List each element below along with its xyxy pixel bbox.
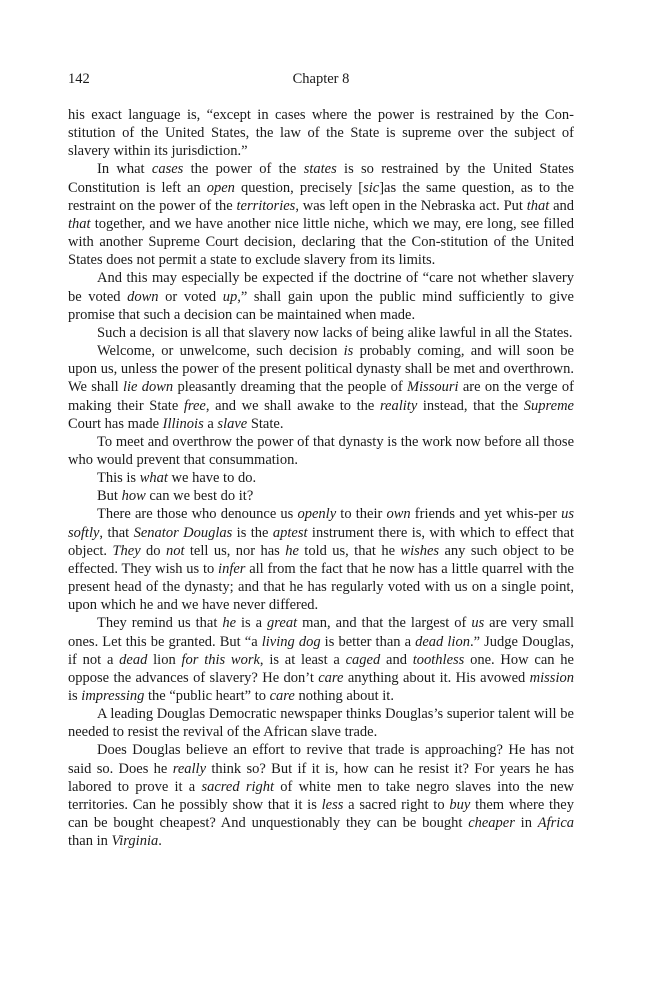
text-run: the “public heart” to [144, 688, 270, 704]
text-run: of white men to take negro slaves into the new territories. Can he possibly show that it is [68, 778, 574, 813]
text-run: There are those who denounce us [97, 506, 298, 523]
italic-text: Supreme [523, 397, 574, 414]
paragraph [68, 160, 574, 269]
italic-text: toothless [412, 651, 465, 668]
paragraph [68, 269, 574, 323]
text-run: a [203, 415, 218, 432]
italic-text: us softly [68, 506, 574, 541]
italic-text: own [386, 506, 411, 523]
text-run: ,” shall gain upon the public mind sufficiently to give promise that such a decision can be maintained when made. [68, 288, 574, 323]
text-run: , that [99, 524, 134, 541]
italic-text: infer [218, 560, 246, 577]
text-run: together, and we have another nice little niche, which we may, ere long, see filled with another Supreme Court decision, declaring that the Con-stitution of the United States does not permit a state to exclude slavery from its limits. [68, 215, 574, 269]
text-run: is the [232, 524, 273, 541]
text-run: nothing about it. [294, 688, 394, 704]
text-run: man, and that the largest of [297, 615, 472, 632]
italic-text: that [68, 215, 91, 232]
text-run: all from the fact that he now has a little quarrel with the present head of the dynasty; and that he has regularly voted with us on a single point, upon which he and we have never differed. [68, 560, 574, 614]
italic-text: down [127, 288, 159, 305]
italic-text: slave [217, 415, 248, 432]
italic-text: us [471, 615, 485, 632]
text-run: are very small ones. Let this be granted. But “a [68, 615, 574, 650]
text-run: lion [147, 651, 182, 668]
text-run: is [68, 688, 82, 704]
text-run: State. [247, 415, 284, 432]
paragraph [68, 614, 574, 705]
text-run: , is at least a [259, 651, 346, 668]
text-run: anything about it. His avowed [343, 669, 530, 686]
text-run: In what [97, 161, 152, 178]
paragraph [68, 705, 574, 741]
text-run: . [158, 833, 162, 850]
italic-text: dead [119, 651, 148, 668]
text-run: think so? But if it is, how can he resist it? For years he has labored to prove it a [68, 760, 574, 795]
italic-text: Africa [537, 815, 575, 832]
text-run: is better than a [320, 633, 416, 650]
italic-text: sacred right [201, 778, 275, 795]
italic-text: not [165, 542, 185, 559]
italic-text: mission [529, 669, 574, 686]
text-run: Such a decision is all that slavery now lacks of being alike lawful in all the States. [97, 324, 573, 341]
italic-text: up [222, 288, 238, 305]
text-run: A leading Douglas Democratic newspaper thinks Douglas’s superior talent will be needed to resist the revival of the African slave trade. [68, 706, 574, 741]
text-run: ]as the same question, as to the restraint on the power of the [68, 179, 574, 214]
text-run: in [514, 815, 538, 832]
paragraph [68, 741, 574, 850]
italic-text: less [321, 796, 344, 813]
text-run: , was left open in the Nebraska act. Put [295, 197, 527, 214]
italic-text: sic [363, 179, 380, 196]
italic-text: is [343, 343, 354, 360]
italic-text: living dog [261, 633, 321, 650]
text-run: pleasantly dreaming that the people of [173, 379, 407, 396]
italic-text: impressing [81, 688, 145, 704]
chapter-title: Chapter 8 [292, 71, 350, 87]
paragraph [68, 487, 574, 505]
text-run: , and we shall awake to the [205, 397, 380, 414]
text-run: his exact language is, “except in cases where the power is restrained by the Con-stitution of the United States, the law of the State is supreme over the subject of slavery within its jurisdiction.” [68, 107, 574, 160]
italic-text: lie down [122, 379, 174, 396]
text-run: than in [68, 833, 112, 850]
italic-text: that [526, 197, 550, 214]
italic-text: he [285, 542, 299, 559]
italic-text: Senator Douglas [133, 524, 233, 541]
page-number: 142 [68, 71, 90, 87]
running-head [68, 68, 574, 90]
italic-text: what [139, 470, 168, 487]
paragraph [68, 106, 574, 160]
paragraph [68, 505, 574, 614]
text-run: are on the verge of making their State [68, 379, 574, 414]
text-run: can we best do it? [145, 488, 254, 505]
italic-text: Virginia [111, 833, 159, 850]
body-text [68, 106, 574, 850]
italic-text: care [269, 688, 295, 704]
italic-text: territories [236, 197, 296, 214]
paragraph [68, 324, 574, 342]
text-run: told us, that he [298, 542, 401, 559]
italic-text: how [121, 488, 146, 505]
italic-text: he [222, 615, 237, 632]
text-run: But [97, 488, 122, 505]
text-run: .” Judge Douglas, if not a [68, 633, 574, 668]
italic-text: cheaper [468, 815, 515, 832]
text-run: to their [336, 506, 387, 523]
italic-text: buy [449, 796, 471, 813]
text-run: is so restrained by the United States Constitution is left an [68, 161, 575, 196]
italic-text: free [183, 397, 206, 414]
italic-text: reality [379, 397, 418, 414]
text-run: question, precisely [ [234, 179, 364, 196]
text-run: one. How can he oppose the advances of slavery? He don’t [68, 651, 574, 686]
book-page [68, 68, 574, 850]
text-run: do [140, 542, 166, 559]
text-run: Court has made [68, 415, 163, 432]
italic-text: care [318, 669, 344, 686]
italic-text: wishes [400, 542, 440, 559]
italic-text: dead lion [415, 633, 470, 650]
text-run: This is [97, 470, 140, 487]
text-run: the power of the [183, 161, 304, 178]
text-run: probably coming, and will soon be upon us, unless the power of the present political dynasty shall be met and overthrown. We shall [68, 343, 574, 396]
italic-text: They [112, 542, 141, 559]
italic-text: for this work [181, 651, 260, 668]
italic-text: caged [345, 651, 381, 668]
text-run: Welcome, or unwelcome, such decision [97, 343, 344, 360]
italic-text: Missouri [407, 379, 459, 396]
text-run: any such object to be effected. They wish us to [68, 542, 574, 577]
italic-text: Illinois [162, 415, 204, 432]
text-run: or voted [158, 288, 223, 305]
paragraph [68, 469, 574, 487]
italic-text: really [172, 760, 207, 777]
text-run: tell us, nor has [184, 542, 286, 559]
paragraph [68, 433, 574, 469]
text-run: is a [236, 615, 268, 632]
italic-text: great [267, 615, 298, 632]
text-run: And this may especially be expected if the doctrine of “care not whether slavery be voted [68, 270, 574, 305]
text-run: instrument there is, with which to effect that object. [68, 524, 575, 559]
italic-text: aptest [272, 524, 308, 541]
text-run: To meet and overthrow the power of that dynasty is the work now before all those who would prevent that consummation. [68, 433, 574, 468]
paragraph [68, 342, 574, 433]
italic-text: open [206, 179, 235, 196]
italic-text: cases [151, 161, 184, 178]
text-run: them where they can be bought cheapest? And unquestionably they can be bought [68, 796, 574, 832]
text-run: Does Douglas believe an effort to revive that trade is approaching? He has not said so. Does he [68, 742, 574, 777]
text-run: a sacred right to [343, 796, 450, 813]
text-run: we have to do. [167, 470, 257, 487]
italic-text: states [303, 161, 337, 178]
text-run: They remind us that [97, 615, 223, 632]
text-run: instead, that the [417, 397, 524, 414]
text-run: friends and yet whis-per [410, 506, 562, 523]
text-run: and [549, 197, 575, 214]
text-run: and [380, 651, 413, 668]
italic-text: openly [297, 506, 337, 523]
